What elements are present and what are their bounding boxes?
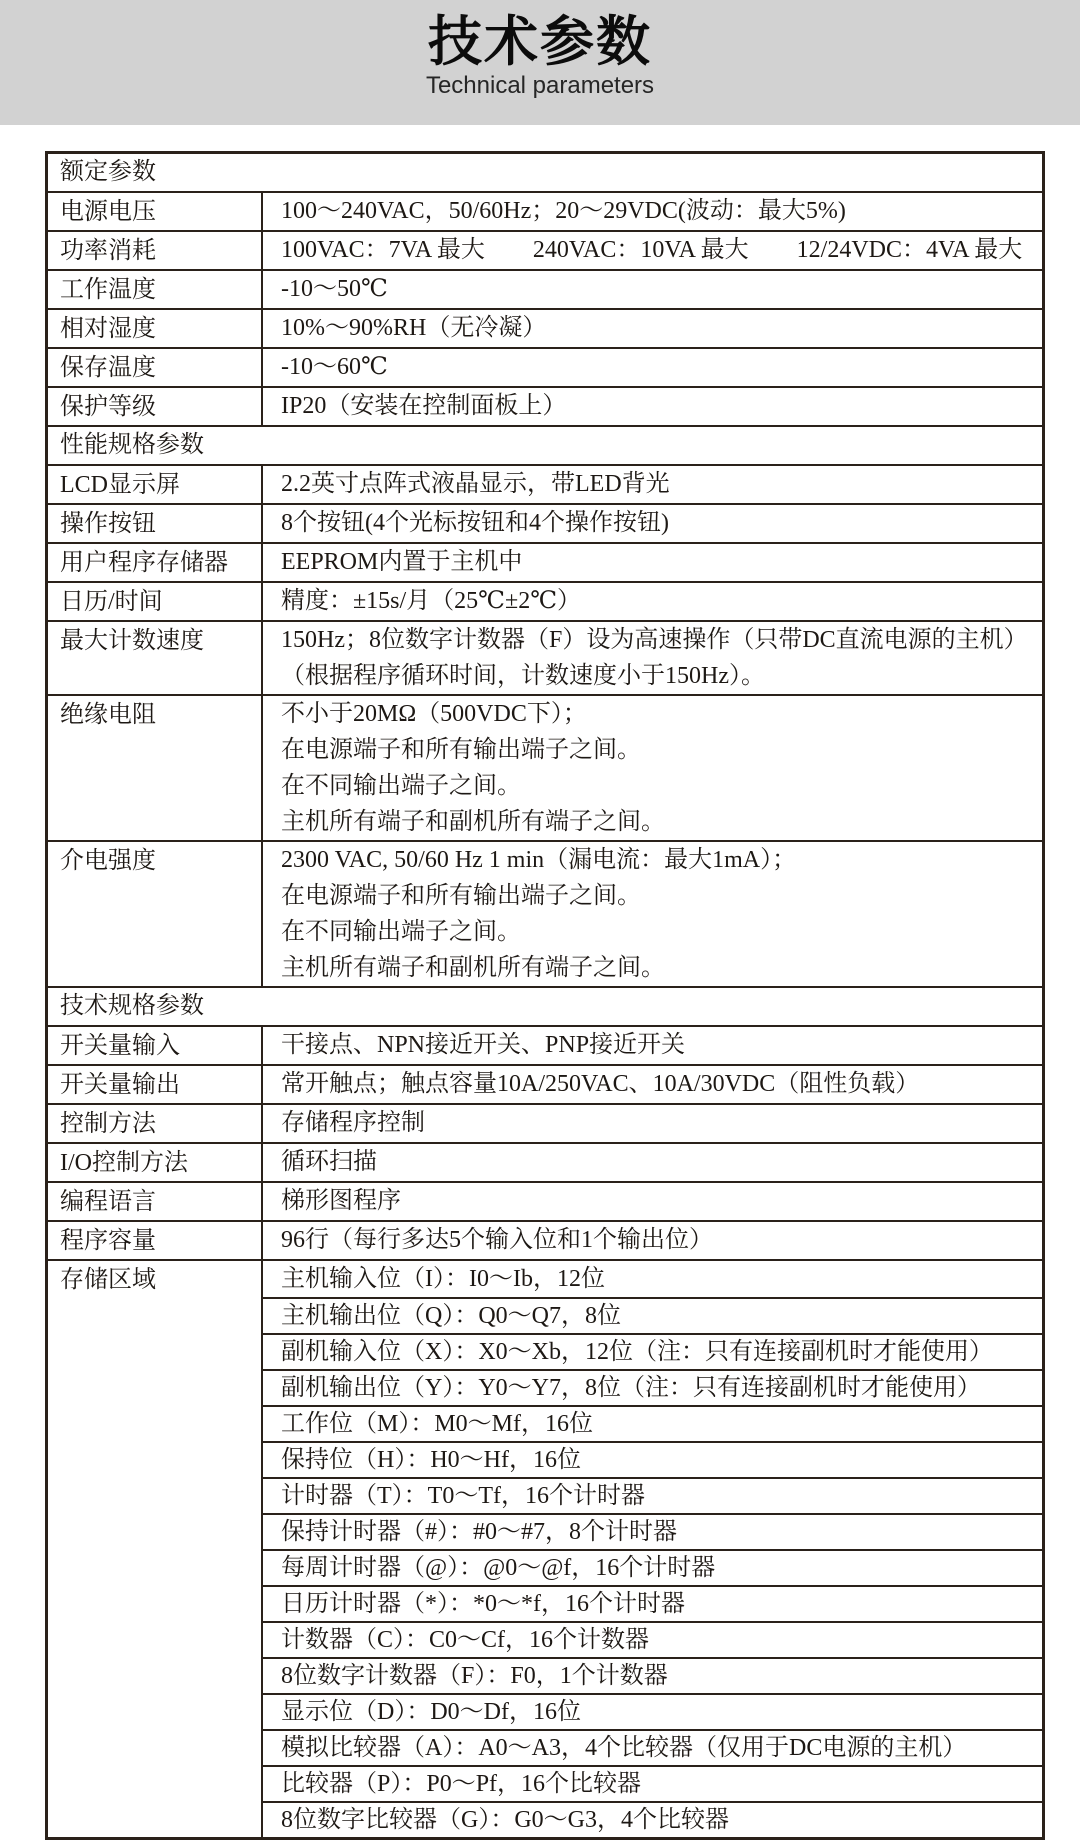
group-item: 日历计时器（*）：*0～*f，16个计时器: [263, 1585, 1042, 1621]
value-line: 在不同输出端子之间。: [281, 773, 521, 799]
group-label: 存储区域: [48, 1261, 263, 1837]
group-item: 每周计时器（@）：@0～@f，16个计时器: [263, 1549, 1042, 1585]
row-label: 最大计数速度: [48, 622, 263, 694]
value-line: 干接点、NPN接近开关、PNP接近开关: [281, 1032, 686, 1058]
value-line: 100～240VAC，50/60Hz；20～29VDC(波动：最大5%): [281, 198, 846, 224]
row-value: [263, 622, 1042, 694]
table-row: [48, 1064, 1042, 1103]
row-label: 开关量输出: [48, 1066, 263, 1103]
row-value: [263, 349, 1042, 386]
table-row: [48, 620, 1042, 694]
page-title: 技术参数: [428, 12, 652, 72]
page-subtitle: Technical parameters: [425, 72, 655, 99]
section-label: 技术规格参数: [60, 993, 204, 1019]
value-line: -10～60℃: [281, 354, 388, 380]
group-item: 计数器（C）：C0～Cf，16个计数器: [263, 1621, 1042, 1657]
row-value: [263, 1066, 1042, 1103]
table-row: [48, 1142, 1042, 1181]
value-line: -10～50℃: [281, 276, 388, 302]
table-row: [48, 191, 1042, 230]
row-value: [263, 310, 1042, 347]
value-line: 存储程序控制: [281, 1110, 425, 1136]
row-label: 控制方法: [48, 1105, 263, 1142]
header-band: [0, 0, 1080, 125]
row-label: 用户程序存储器: [48, 544, 263, 581]
table-row: [48, 503, 1042, 542]
group-item: 主机输出位（Q）：Q0～Q7，8位: [263, 1297, 1042, 1333]
value-line: 精度：±15s/月（25℃±2℃）: [281, 588, 582, 614]
value-line: 96行（每行多达5个输入位和1个输出位）: [281, 1227, 713, 1253]
value-line: 150Hz；8位数字计数器（F）设为高速操作（只带DC直流电源的主机）: [281, 627, 1028, 653]
section-label: 性能规格参数: [60, 432, 204, 458]
group-item: 比较器（P）：P0～Pf，16个比较器: [263, 1765, 1042, 1801]
table-row: [48, 694, 1042, 840]
table-row: [48, 1181, 1042, 1220]
value-line: 100VAC：7VA 最大 240VAC：10VA 最大 12/24VDC：4VA 最大: [281, 237, 1023, 263]
row-value: [263, 193, 1042, 230]
group-item: 副机输出位（Y）：Y0～Y7，8位（注：只有连接副机时才能使用）: [263, 1369, 1042, 1405]
value-line: 在电源端子和所有输出端子之间。: [281, 883, 641, 909]
value-line: 10%～90%RH（无冷凝）: [281, 315, 547, 341]
row-label: I/O控制方法: [48, 1144, 263, 1181]
group-item: 保持位（H）：H0～Hf，16位: [263, 1441, 1042, 1477]
row-value: [263, 505, 1042, 542]
row-value: [263, 1222, 1042, 1259]
table-row: [48, 1259, 1042, 1837]
row-value: [263, 1144, 1042, 1181]
group-item: 主机输入位（I）：I0～Ib，12位: [281, 1266, 605, 1292]
table-row: [48, 464, 1042, 503]
value-line: 2.2英寸点阵式液晶显示，带LED背光: [281, 471, 670, 497]
row-label: LCD显示屏: [48, 466, 263, 503]
row-label: 开关量输入: [48, 1027, 263, 1064]
row-value: [263, 271, 1042, 308]
row-label: 保存温度: [48, 349, 263, 386]
value-line: 常开触点；触点容量10A/250VAC、10A/30VDC（阻性负载）: [281, 1071, 920, 1097]
table-row: [48, 581, 1042, 620]
row-label: 绝缘电阻: [48, 696, 263, 840]
group-item: 工作位（M）：M0～Mf，16位: [263, 1405, 1042, 1441]
table-row: [48, 1103, 1042, 1142]
row-value: [263, 842, 1042, 986]
table-row: [48, 269, 1042, 308]
row-value: [263, 696, 1042, 840]
group-item: 计时器（T）：T0～Tf，16个计时器: [263, 1477, 1042, 1513]
value-line: 2300 VAC, 50/60 Hz 1 min（漏电流：最大1mA）；: [281, 847, 797, 873]
value-line: IP20（安装在控制面板上）: [281, 393, 567, 419]
row-value: [263, 583, 1042, 620]
table-row: [48, 230, 1042, 269]
value-line: 主机所有端子和副机所有端子之间。: [281, 809, 665, 835]
row-label: 工作温度: [48, 271, 263, 308]
value-line: 在不同输出端子之间。: [281, 919, 521, 945]
table-row: [48, 386, 1042, 425]
value-line: （根据程序循环时间，计数速度小于150Hz）。: [281, 663, 765, 689]
row-label: 操作按钮: [48, 505, 263, 542]
table-row: [48, 308, 1042, 347]
spec-table: [45, 151, 1045, 1840]
value-line: EEPROM内置于主机中: [281, 549, 523, 575]
table-section-row: [48, 154, 1042, 191]
row-label: 程序容量: [48, 1222, 263, 1259]
value-line: 在电源端子和所有输出端子之间。: [281, 737, 641, 763]
row-label: 编程语言: [48, 1183, 263, 1220]
value-line: 主机所有端子和副机所有端子之间。: [281, 955, 665, 981]
section-label: 额定参数: [60, 159, 156, 185]
row-label: 日历/时间: [48, 583, 263, 620]
table-row: [48, 542, 1042, 581]
group-item: 模拟比较器（A）：A0～A3，4个比较器（仅用于DC电源的主机）: [263, 1729, 1042, 1765]
group-items: [263, 1261, 1042, 1837]
table-row: [48, 347, 1042, 386]
value-line: 循环扫描: [281, 1149, 377, 1175]
table-section-row: [48, 986, 1042, 1025]
row-label: 功率消耗: [48, 232, 263, 269]
row-label: 电源电压: [48, 193, 263, 230]
group-item: 8位数字计数器（F）：F0，1个计数器: [263, 1657, 1042, 1693]
row-value: [263, 388, 1042, 425]
row-label: 保护等级: [48, 388, 263, 425]
table-row: [48, 840, 1042, 986]
table-row: [48, 1220, 1042, 1259]
row-value: [263, 1027, 1042, 1064]
group-item: 8位数字比较器（G）：G0～G3，4个比较器: [263, 1801, 1042, 1837]
value-line: 梯形图程序: [281, 1188, 401, 1214]
row-value: [263, 466, 1042, 503]
table-row: [48, 1025, 1042, 1064]
group-item: 显示位（D）：D0～Df，16位: [263, 1693, 1042, 1729]
value-line: 8个按钮(4个光标按钮和4个操作按钮): [281, 510, 669, 536]
row-label: 介电强度: [48, 842, 263, 986]
row-value: [263, 1105, 1042, 1142]
group-item: 副机输入位（X）：X0～Xb，12位（注：只有连接副机时才能使用）: [263, 1333, 1042, 1369]
row-label: 相对湿度: [48, 310, 263, 347]
row-value: [263, 1183, 1042, 1220]
row-value: [263, 544, 1042, 581]
row-value: [263, 232, 1042, 269]
group-item: 保持计时器（#）：#0～#7，8个计时器: [263, 1513, 1042, 1549]
value-line: 不小于20MΩ（500VDC下）；: [281, 701, 587, 727]
table-section-row: [48, 425, 1042, 464]
